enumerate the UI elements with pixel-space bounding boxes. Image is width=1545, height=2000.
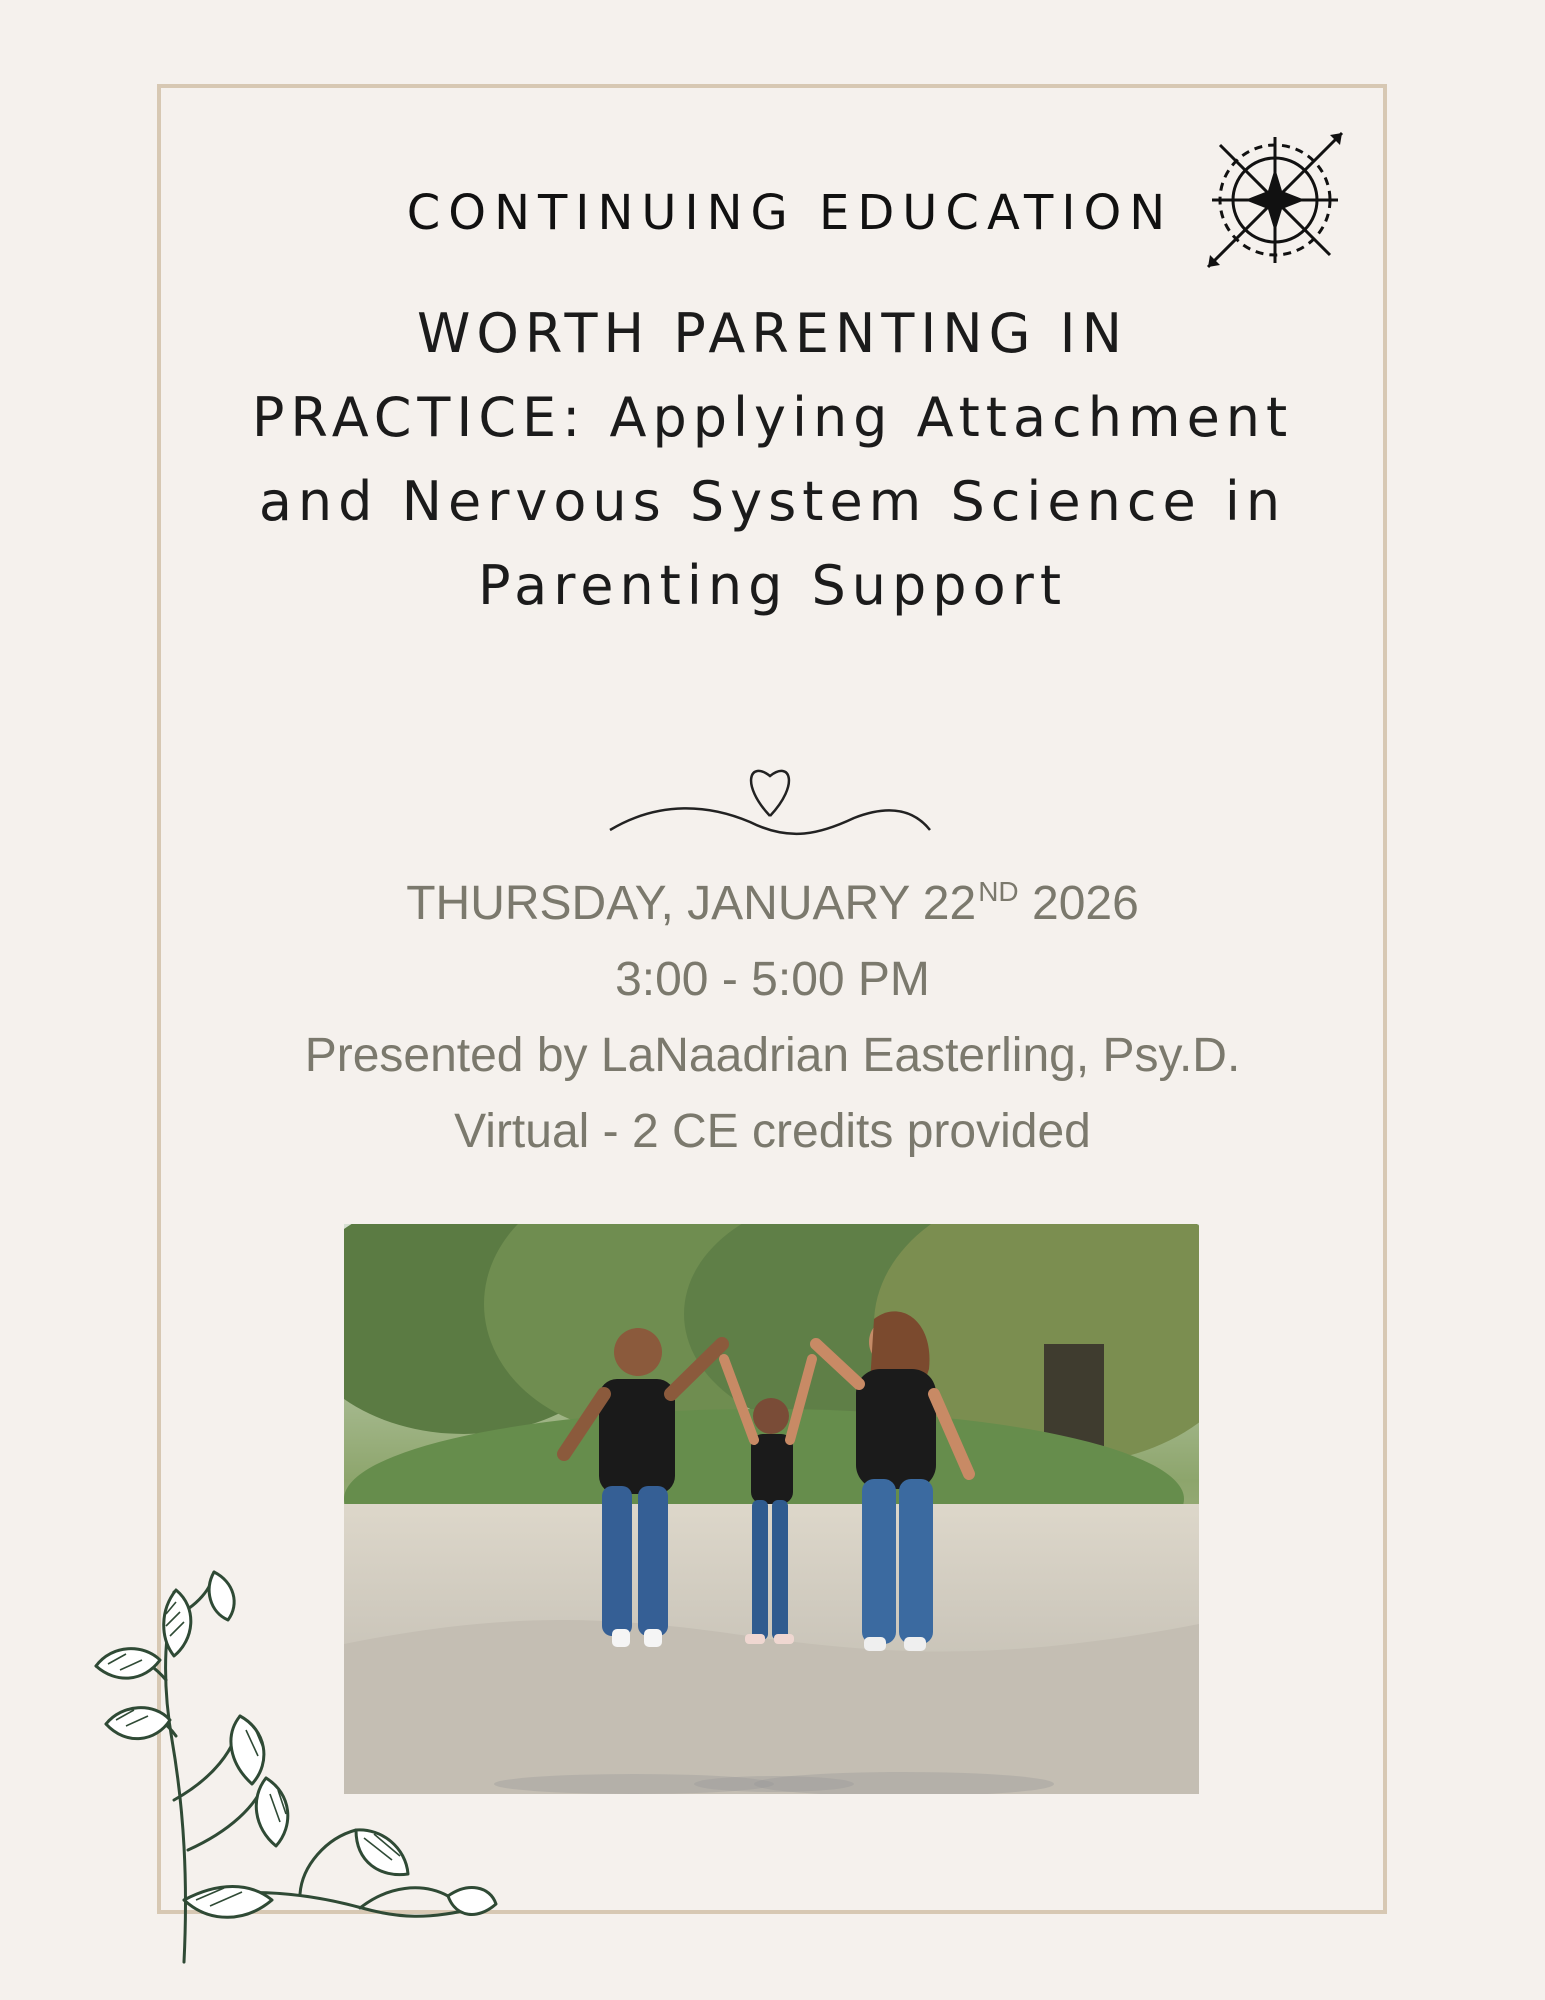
event-time: 3:00 - 5:00 PM (615, 953, 930, 1006)
heart-divider-icon (600, 752, 940, 852)
event-date-ordinal: ND (978, 876, 1019, 907)
event-date-prefix: THURSDAY, JANUARY 22 (406, 877, 977, 930)
event-date-year: 2026 (1018, 877, 1139, 930)
leaf-branch-illustration (88, 1570, 498, 1970)
eyebrow-heading: CONTINUING EDUCATION (406, 185, 1174, 241)
event-date (200, 876, 1345, 930)
compass-icon (1200, 125, 1350, 275)
format-line: Virtual - 2 CE credits provided (454, 1105, 1091, 1158)
event-title: WORTH PARENTING IN PRACTICE: Applying Attachment and Nervous System Science in Parenting Support (251, 302, 1294, 617)
presenter-line: Presented by LaNaadrian Easterling, Psy.D. (304, 1029, 1241, 1082)
